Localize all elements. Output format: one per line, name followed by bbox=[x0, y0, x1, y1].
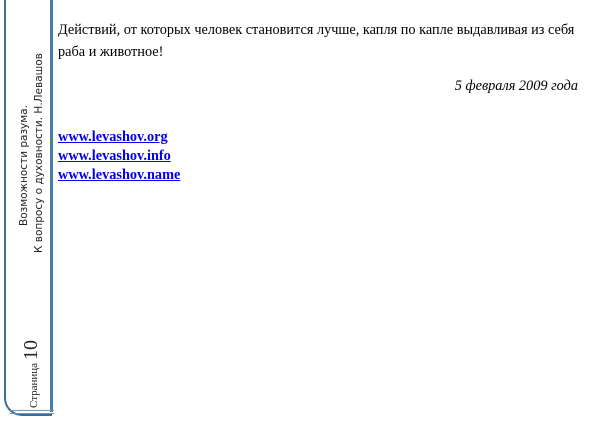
link-list bbox=[58, 128, 578, 185]
link-levashov-info[interactable]: www.levashov.info bbox=[58, 148, 171, 164]
page-number: 10 bbox=[20, 339, 42, 360]
sidebar-bottom-decoration bbox=[10, 410, 54, 418]
page-label-text: Страница bbox=[28, 362, 40, 408]
header-subtitle: К вопросу о духовности. Н.Левашов bbox=[33, 53, 45, 253]
link-levashov-name[interactable]: www.levashov.name bbox=[58, 167, 181, 183]
page-number-label bbox=[20, 340, 43, 408]
body-paragraph: Действий, от которых человек становится лучше, капля по капле выдавливая из себя раба и животное! bbox=[58, 22, 575, 60]
header-title: Возможности разума. bbox=[18, 105, 30, 226]
document-date: 5 февраля 2009 года bbox=[454, 78, 578, 94]
main-content bbox=[58, 0, 578, 185]
sidebar-divider bbox=[50, 0, 53, 412]
link-levashov-org[interactable]: www.levashov.org bbox=[58, 129, 168, 145]
